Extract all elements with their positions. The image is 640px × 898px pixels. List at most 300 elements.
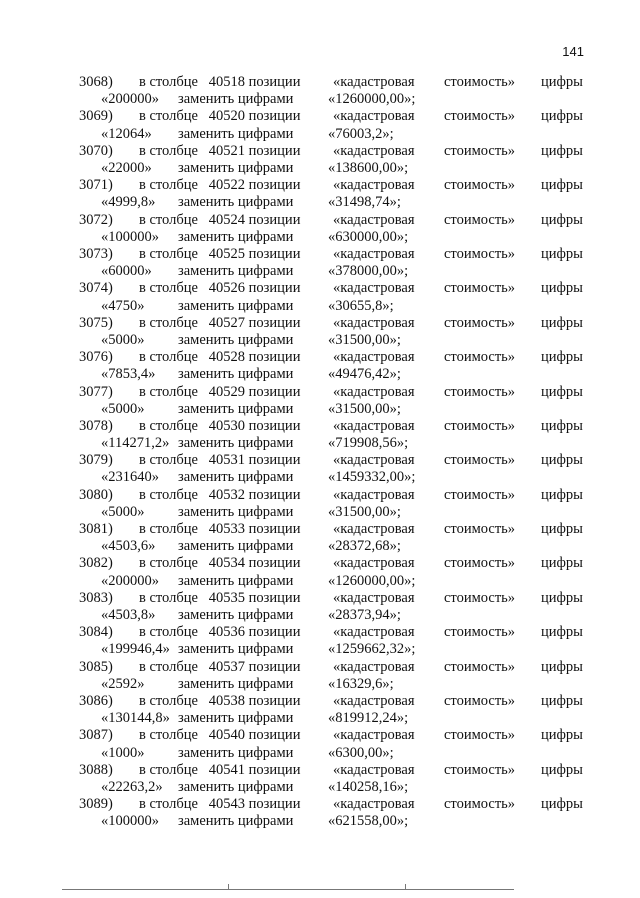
- in-column-text: в столбце: [139, 245, 198, 262]
- cadastral-word: «кадастровая: [333, 383, 415, 400]
- in-column-text: в столбце: [139, 142, 198, 159]
- cost-word: стоимость»: [444, 761, 516, 778]
- cost-word: стоимость»: [444, 693, 516, 710]
- cadastral-word: «кадастровая: [333, 245, 415, 262]
- replace-text: заменить цифрами: [178, 194, 294, 211]
- new-value: «28373,94»;: [328, 607, 401, 624]
- old-value: «22263,2»: [101, 779, 163, 795]
- entry-number: 3081): [79, 521, 113, 538]
- page-number: 141: [562, 44, 584, 59]
- column-code: 40536: [208, 624, 246, 641]
- column-reference: [139, 108, 300, 125]
- column-code: 40518: [208, 74, 246, 90]
- amendment-entry: [0, 659, 640, 693]
- old-value: «200000»: [101, 572, 159, 589]
- column-code: 40530: [208, 417, 246, 434]
- cadastral-word: «кадастровая: [333, 521, 415, 538]
- entry-number: 3080): [79, 486, 113, 503]
- in-column-text: в столбце: [139, 383, 198, 400]
- new-value: «719908,56»;: [328, 435, 409, 452]
- digits-word: цифры: [541, 280, 583, 297]
- entry-line-2: [0, 435, 640, 452]
- old-value: «4999,8»: [101, 194, 156, 211]
- position-word: позиции: [248, 108, 301, 125]
- amendment-entry: [0, 74, 640, 108]
- new-value: «31500,00»;: [328, 400, 401, 417]
- replace-text: заменить цифрами: [178, 400, 294, 417]
- entry-line-2: [0, 91, 640, 108]
- entry-number: 3083): [79, 589, 113, 606]
- column-reference: [139, 280, 300, 297]
- cadastral-word: «кадастровая: [333, 624, 415, 641]
- in-column-text: в столбце: [139, 624, 198, 641]
- position-word: позиции: [248, 521, 301, 538]
- new-value: «630000,00»;: [328, 228, 409, 245]
- amendment-entry: [0, 108, 640, 142]
- position-word: позиции: [248, 589, 301, 606]
- in-column-text: в столбце: [139, 108, 198, 125]
- entry-line-1: [0, 555, 640, 572]
- entry-line-1: [0, 590, 640, 607]
- replace-text: заменить цифрами: [178, 641, 294, 658]
- new-value: «138600,00»;: [328, 159, 409, 176]
- in-column-text: в столбце: [139, 74, 198, 90]
- column-reference: [139, 246, 300, 263]
- column-reference: [139, 212, 300, 229]
- cadastral-word: «кадастровая: [333, 74, 415, 90]
- entry-number: 3086): [79, 693, 113, 710]
- digits-word: цифры: [541, 624, 583, 641]
- cadastral-word: «кадастровая: [333, 693, 415, 710]
- position-word: позиции: [248, 727, 301, 744]
- entry-line-2: [0, 641, 640, 658]
- entry-number: 3087): [79, 727, 113, 744]
- position-word: позиции: [248, 74, 301, 90]
- column-code: 40529: [208, 383, 246, 400]
- digits-word: цифры: [541, 727, 583, 744]
- entry-line-1: [0, 762, 640, 779]
- position-word: позиции: [248, 417, 301, 434]
- cadastral-word: «кадастровая: [333, 555, 415, 572]
- new-value: «28372,68»;: [328, 538, 401, 555]
- new-value: «1259662,32»;: [328, 641, 416, 658]
- entry-number: 3071): [79, 177, 113, 194]
- footer-rule: [62, 889, 514, 890]
- entry-number: 3072): [79, 211, 113, 228]
- position-word: позиции: [248, 383, 301, 400]
- old-value: «4503,8»: [101, 607, 156, 624]
- column-reference: [139, 384, 300, 401]
- column-code: 40543: [208, 796, 246, 813]
- entry-line-2: [0, 401, 640, 418]
- position-word: позиции: [248, 555, 301, 572]
- cadastral-word: «кадастровая: [333, 761, 415, 778]
- digits-word: цифры: [541, 796, 583, 813]
- column-code: 40522: [208, 177, 246, 194]
- old-value: «2592»: [101, 675, 145, 692]
- entry-line-2: [0, 676, 640, 693]
- entry-line-2: [0, 538, 640, 555]
- new-value: «1260000,00»;: [328, 572, 416, 589]
- entry-line-2: [0, 194, 640, 211]
- replace-text: заменить цифрами: [178, 607, 294, 624]
- in-column-text: в столбце: [139, 314, 198, 331]
- amendment-entry: [0, 315, 640, 349]
- replace-text: заменить цифрами: [178, 435, 294, 452]
- digits-word: цифры: [541, 761, 583, 778]
- column-reference: [139, 143, 300, 160]
- old-value: «4750»: [101, 297, 145, 314]
- digits-word: цифры: [541, 314, 583, 331]
- digits-word: цифры: [541, 108, 583, 125]
- replace-text: заменить цифрами: [178, 538, 294, 555]
- digits-word: цифры: [541, 658, 583, 675]
- entry-number: 3074): [79, 280, 113, 297]
- new-value: «1260000,00»;: [328, 91, 416, 108]
- cost-word: стоимость»: [444, 624, 516, 641]
- old-value: «7853,4»: [101, 366, 156, 383]
- cadastral-word: «кадастровая: [333, 727, 415, 744]
- cost-word: стоимость»: [444, 314, 516, 331]
- in-column-text: в столбце: [139, 796, 198, 813]
- entry-number: 3089): [79, 796, 113, 813]
- new-value: «819912,24»;: [328, 710, 409, 727]
- amendment-entry: [0, 212, 640, 246]
- entry-line-2: [0, 745, 640, 762]
- amendment-entry: [0, 762, 640, 796]
- in-column-text: в столбце: [139, 177, 198, 194]
- entry-line-1: [0, 659, 640, 676]
- entry-line-2: [0, 469, 640, 486]
- column-code: 40525: [208, 245, 246, 262]
- cadastral-word: «кадастровая: [333, 349, 415, 366]
- amendment-entry: [0, 693, 640, 727]
- amendment-entry: [0, 624, 640, 658]
- cost-word: стоимость»: [444, 383, 516, 400]
- cost-word: стоимость»: [444, 589, 516, 606]
- cadastral-word: «кадастровая: [333, 211, 415, 228]
- old-value: «22000»: [101, 159, 152, 176]
- cadastral-word: «кадастровая: [333, 796, 415, 813]
- column-reference: [139, 624, 300, 641]
- entry-line-2: [0, 332, 640, 349]
- in-column-text: в столбце: [139, 727, 198, 744]
- replace-text: заменить цифрами: [178, 572, 294, 589]
- entry-line-1: [0, 384, 640, 401]
- cadastral-word: «кадастровая: [333, 452, 415, 469]
- old-value: «1000»: [101, 744, 145, 761]
- cost-word: стоимость»: [444, 245, 516, 262]
- replace-text: заменить цифрами: [178, 159, 294, 176]
- entry-line-1: [0, 418, 640, 435]
- column-code: 40535: [208, 589, 246, 606]
- entry-line-1: [0, 246, 640, 263]
- digits-word: цифры: [541, 452, 583, 469]
- old-value: «130144,8»: [101, 710, 170, 727]
- amendment-entry: [0, 177, 640, 211]
- new-value: «378000,00»;: [328, 263, 409, 280]
- amendment-entry: [0, 590, 640, 624]
- entry-number: 3084): [79, 624, 113, 641]
- entry-number: 3082): [79, 555, 113, 572]
- entry-line-1: [0, 487, 640, 504]
- old-value: «114271,2»: [101, 435, 170, 452]
- position-word: позиции: [248, 486, 301, 503]
- old-value: «60000»: [101, 263, 152, 280]
- entry-number: 3073): [79, 245, 113, 262]
- new-value: «1459332,00»;: [328, 469, 416, 486]
- digits-word: цифры: [541, 74, 583, 90]
- new-value: «49476,42»;: [328, 366, 401, 383]
- cost-word: стоимость»: [444, 211, 516, 228]
- old-value: «4503,6»: [101, 538, 156, 555]
- entry-number: 3070): [79, 142, 113, 159]
- entry-line-1: [0, 74, 640, 91]
- old-value: «200000»: [101, 91, 159, 108]
- cost-word: стоимость»: [444, 142, 516, 159]
- digits-word: цифры: [541, 555, 583, 572]
- old-value: «199946,4»: [101, 641, 170, 658]
- replace-text: заменить цифрами: [178, 228, 294, 245]
- amendment-entry: [0, 280, 640, 314]
- column-reference: [139, 590, 300, 607]
- digits-word: цифры: [541, 177, 583, 194]
- new-value: «30655,8»;: [328, 297, 394, 314]
- replace-text: заменить цифрами: [178, 366, 294, 383]
- digits-word: цифры: [541, 142, 583, 159]
- position-word: позиции: [248, 624, 301, 641]
- position-word: позиции: [248, 452, 301, 469]
- cost-word: стоимость»: [444, 727, 516, 744]
- cadastral-word: «кадастровая: [333, 486, 415, 503]
- entry-line-1: [0, 452, 640, 469]
- footer-rule-tick: [405, 884, 406, 890]
- column-code: 40534: [208, 555, 246, 572]
- entry-line-1: [0, 796, 640, 813]
- entry-line-1: [0, 521, 640, 538]
- entry-number: 3069): [79, 108, 113, 125]
- cost-word: стоимость»: [444, 521, 516, 538]
- entry-number: 3079): [79, 452, 113, 469]
- column-reference: [139, 74, 300, 91]
- position-word: позиции: [248, 658, 301, 675]
- in-column-text: в столбце: [139, 211, 198, 228]
- amendment-entry: [0, 418, 640, 452]
- position-word: позиции: [248, 245, 301, 262]
- in-column-text: в столбце: [139, 452, 198, 469]
- position-word: позиции: [248, 314, 301, 331]
- replace-text: заменить цифрами: [178, 503, 294, 520]
- new-value: «31500,00»;: [328, 503, 401, 520]
- new-value: «31500,00»;: [328, 331, 401, 348]
- new-value: «31498,74»;: [328, 194, 401, 211]
- in-column-text: в столбце: [139, 658, 198, 675]
- old-value: «5000»: [101, 503, 145, 520]
- entry-line-2: [0, 263, 640, 280]
- entry-line-1: [0, 280, 640, 297]
- column-reference: [139, 555, 300, 572]
- column-reference: [139, 452, 300, 469]
- replace-text: заменить цифрами: [178, 744, 294, 761]
- column-reference: [139, 349, 300, 366]
- old-value: «100000»: [101, 228, 159, 245]
- amendment-entry: [0, 384, 640, 418]
- digits-word: цифры: [541, 211, 583, 228]
- in-column-text: в столбце: [139, 555, 198, 572]
- replace-text: заменить цифрами: [178, 710, 294, 727]
- new-value: «621558,00»;: [328, 813, 409, 830]
- new-value: «76003,2»;: [328, 125, 394, 142]
- column-reference: [139, 315, 300, 332]
- cadastral-word: «кадастровая: [333, 589, 415, 606]
- entry-line-2: [0, 160, 640, 177]
- digits-word: цифры: [541, 349, 583, 366]
- digits-word: цифры: [541, 417, 583, 434]
- cost-word: стоимость»: [444, 555, 516, 572]
- cadastral-word: «кадастровая: [333, 658, 415, 675]
- entry-line-2: [0, 607, 640, 624]
- entry-line-1: [0, 177, 640, 194]
- column-reference: [139, 693, 300, 710]
- old-value: «12064»: [101, 125, 152, 142]
- column-code: 40537: [208, 658, 246, 675]
- cost-word: стоимость»: [444, 108, 516, 125]
- entry-line-2: [0, 813, 640, 830]
- entry-number: 3076): [79, 349, 113, 366]
- new-value: «6300,00»;: [328, 744, 394, 761]
- amendment-entry: [0, 143, 640, 177]
- column-reference: [139, 727, 300, 744]
- column-code: 40532: [208, 486, 246, 503]
- entry-line-2: [0, 229, 640, 246]
- cost-word: стоимость»: [444, 177, 516, 194]
- footer-rule-tick: [228, 884, 229, 890]
- entry-line-1: [0, 212, 640, 229]
- replace-text: заменить цифрами: [178, 813, 294, 830]
- amendment-entry: [0, 487, 640, 521]
- column-code: 40531: [208, 452, 246, 469]
- column-code: 40538: [208, 693, 246, 710]
- in-column-text: в столбце: [139, 521, 198, 538]
- position-word: позиции: [248, 796, 301, 813]
- replace-text: заменить цифрами: [178, 469, 294, 486]
- column-code: 40541: [208, 761, 246, 778]
- replace-text: заменить цифрами: [178, 331, 294, 348]
- entry-number: 3085): [79, 658, 113, 675]
- entry-line-2: [0, 573, 640, 590]
- entry-number: 3077): [79, 383, 113, 400]
- digits-word: цифры: [541, 693, 583, 710]
- column-reference: [139, 418, 300, 435]
- position-word: позиции: [248, 280, 301, 297]
- in-column-text: в столбце: [139, 417, 198, 434]
- amendment-entry: [0, 555, 640, 589]
- entry-line-1: [0, 349, 640, 366]
- old-value: «5000»: [101, 400, 145, 417]
- cost-word: стоимость»: [444, 417, 516, 434]
- column-code: 40533: [208, 521, 246, 538]
- column-code: 40528: [208, 349, 246, 366]
- replace-text: заменить цифрами: [178, 675, 294, 692]
- entry-line-2: [0, 710, 640, 727]
- replace-text: заменить цифрами: [178, 125, 294, 142]
- position-word: позиции: [248, 761, 301, 778]
- entry-line-2: [0, 779, 640, 796]
- cadastral-word: «кадастровая: [333, 417, 415, 434]
- cadastral-word: «кадастровая: [333, 177, 415, 194]
- column-reference: [139, 521, 300, 538]
- digits-word: цифры: [541, 589, 583, 606]
- cadastral-word: «кадастровая: [333, 108, 415, 125]
- column-code: 40527: [208, 314, 246, 331]
- amendment-entry: [0, 246, 640, 280]
- replace-text: заменить цифрами: [178, 779, 294, 795]
- in-column-text: в столбце: [139, 761, 198, 778]
- column-code: 40520: [208, 108, 246, 125]
- column-reference: [139, 487, 300, 504]
- position-word: позиции: [248, 349, 301, 366]
- cost-word: стоимость»: [444, 349, 516, 366]
- cadastral-word: «кадастровая: [333, 314, 415, 331]
- entry-line-1: [0, 315, 640, 332]
- position-word: позиции: [248, 211, 301, 228]
- in-column-text: в столбце: [139, 280, 198, 297]
- column-reference: [139, 796, 300, 813]
- column-reference: [139, 177, 300, 194]
- old-value: «5000»: [101, 331, 145, 348]
- cost-word: стоимость»: [444, 658, 516, 675]
- cadastral-word: «кадастровая: [333, 280, 415, 297]
- position-word: позиции: [248, 177, 301, 194]
- entry-number: 3088): [79, 761, 113, 778]
- replace-text: заменить цифрами: [178, 297, 294, 314]
- position-word: позиции: [248, 142, 301, 159]
- cost-word: стоимость»: [444, 796, 516, 813]
- amendment-entry: [0, 521, 640, 555]
- amendment-entry: [0, 349, 640, 383]
- entry-line-1: [0, 624, 640, 641]
- digits-word: цифры: [541, 486, 583, 503]
- in-column-text: в столбце: [139, 693, 198, 710]
- cadastral-word: «кадастровая: [333, 142, 415, 159]
- cost-word: стоимость»: [444, 74, 516, 90]
- entry-number: 3075): [79, 314, 113, 331]
- amendment-entry: [0, 796, 640, 830]
- digits-word: цифры: [541, 521, 583, 538]
- entry-line-2: [0, 298, 640, 315]
- entry-number: 3078): [79, 417, 113, 434]
- amendment-entry: [0, 727, 640, 761]
- entry-line-1: [0, 693, 640, 710]
- replace-text: заменить цифрами: [178, 91, 294, 108]
- entry-line-2: [0, 126, 640, 143]
- entry-line-1: [0, 108, 640, 125]
- old-value: «100000»: [101, 813, 159, 830]
- replace-text: заменить цифрами: [178, 263, 294, 280]
- cost-word: стоимость»: [444, 486, 516, 503]
- in-column-text: в столбце: [139, 349, 198, 366]
- cost-word: стоимость»: [444, 280, 516, 297]
- cost-word: стоимость»: [444, 452, 516, 469]
- in-column-text: в столбце: [139, 486, 198, 503]
- amendment-list: [0, 74, 640, 831]
- entry-number: 3068): [79, 74, 113, 90]
- column-reference: [139, 762, 300, 779]
- column-code: 40524: [208, 211, 246, 228]
- entry-line-1: [0, 727, 640, 744]
- position-word: позиции: [248, 693, 301, 710]
- entry-line-2: [0, 504, 640, 521]
